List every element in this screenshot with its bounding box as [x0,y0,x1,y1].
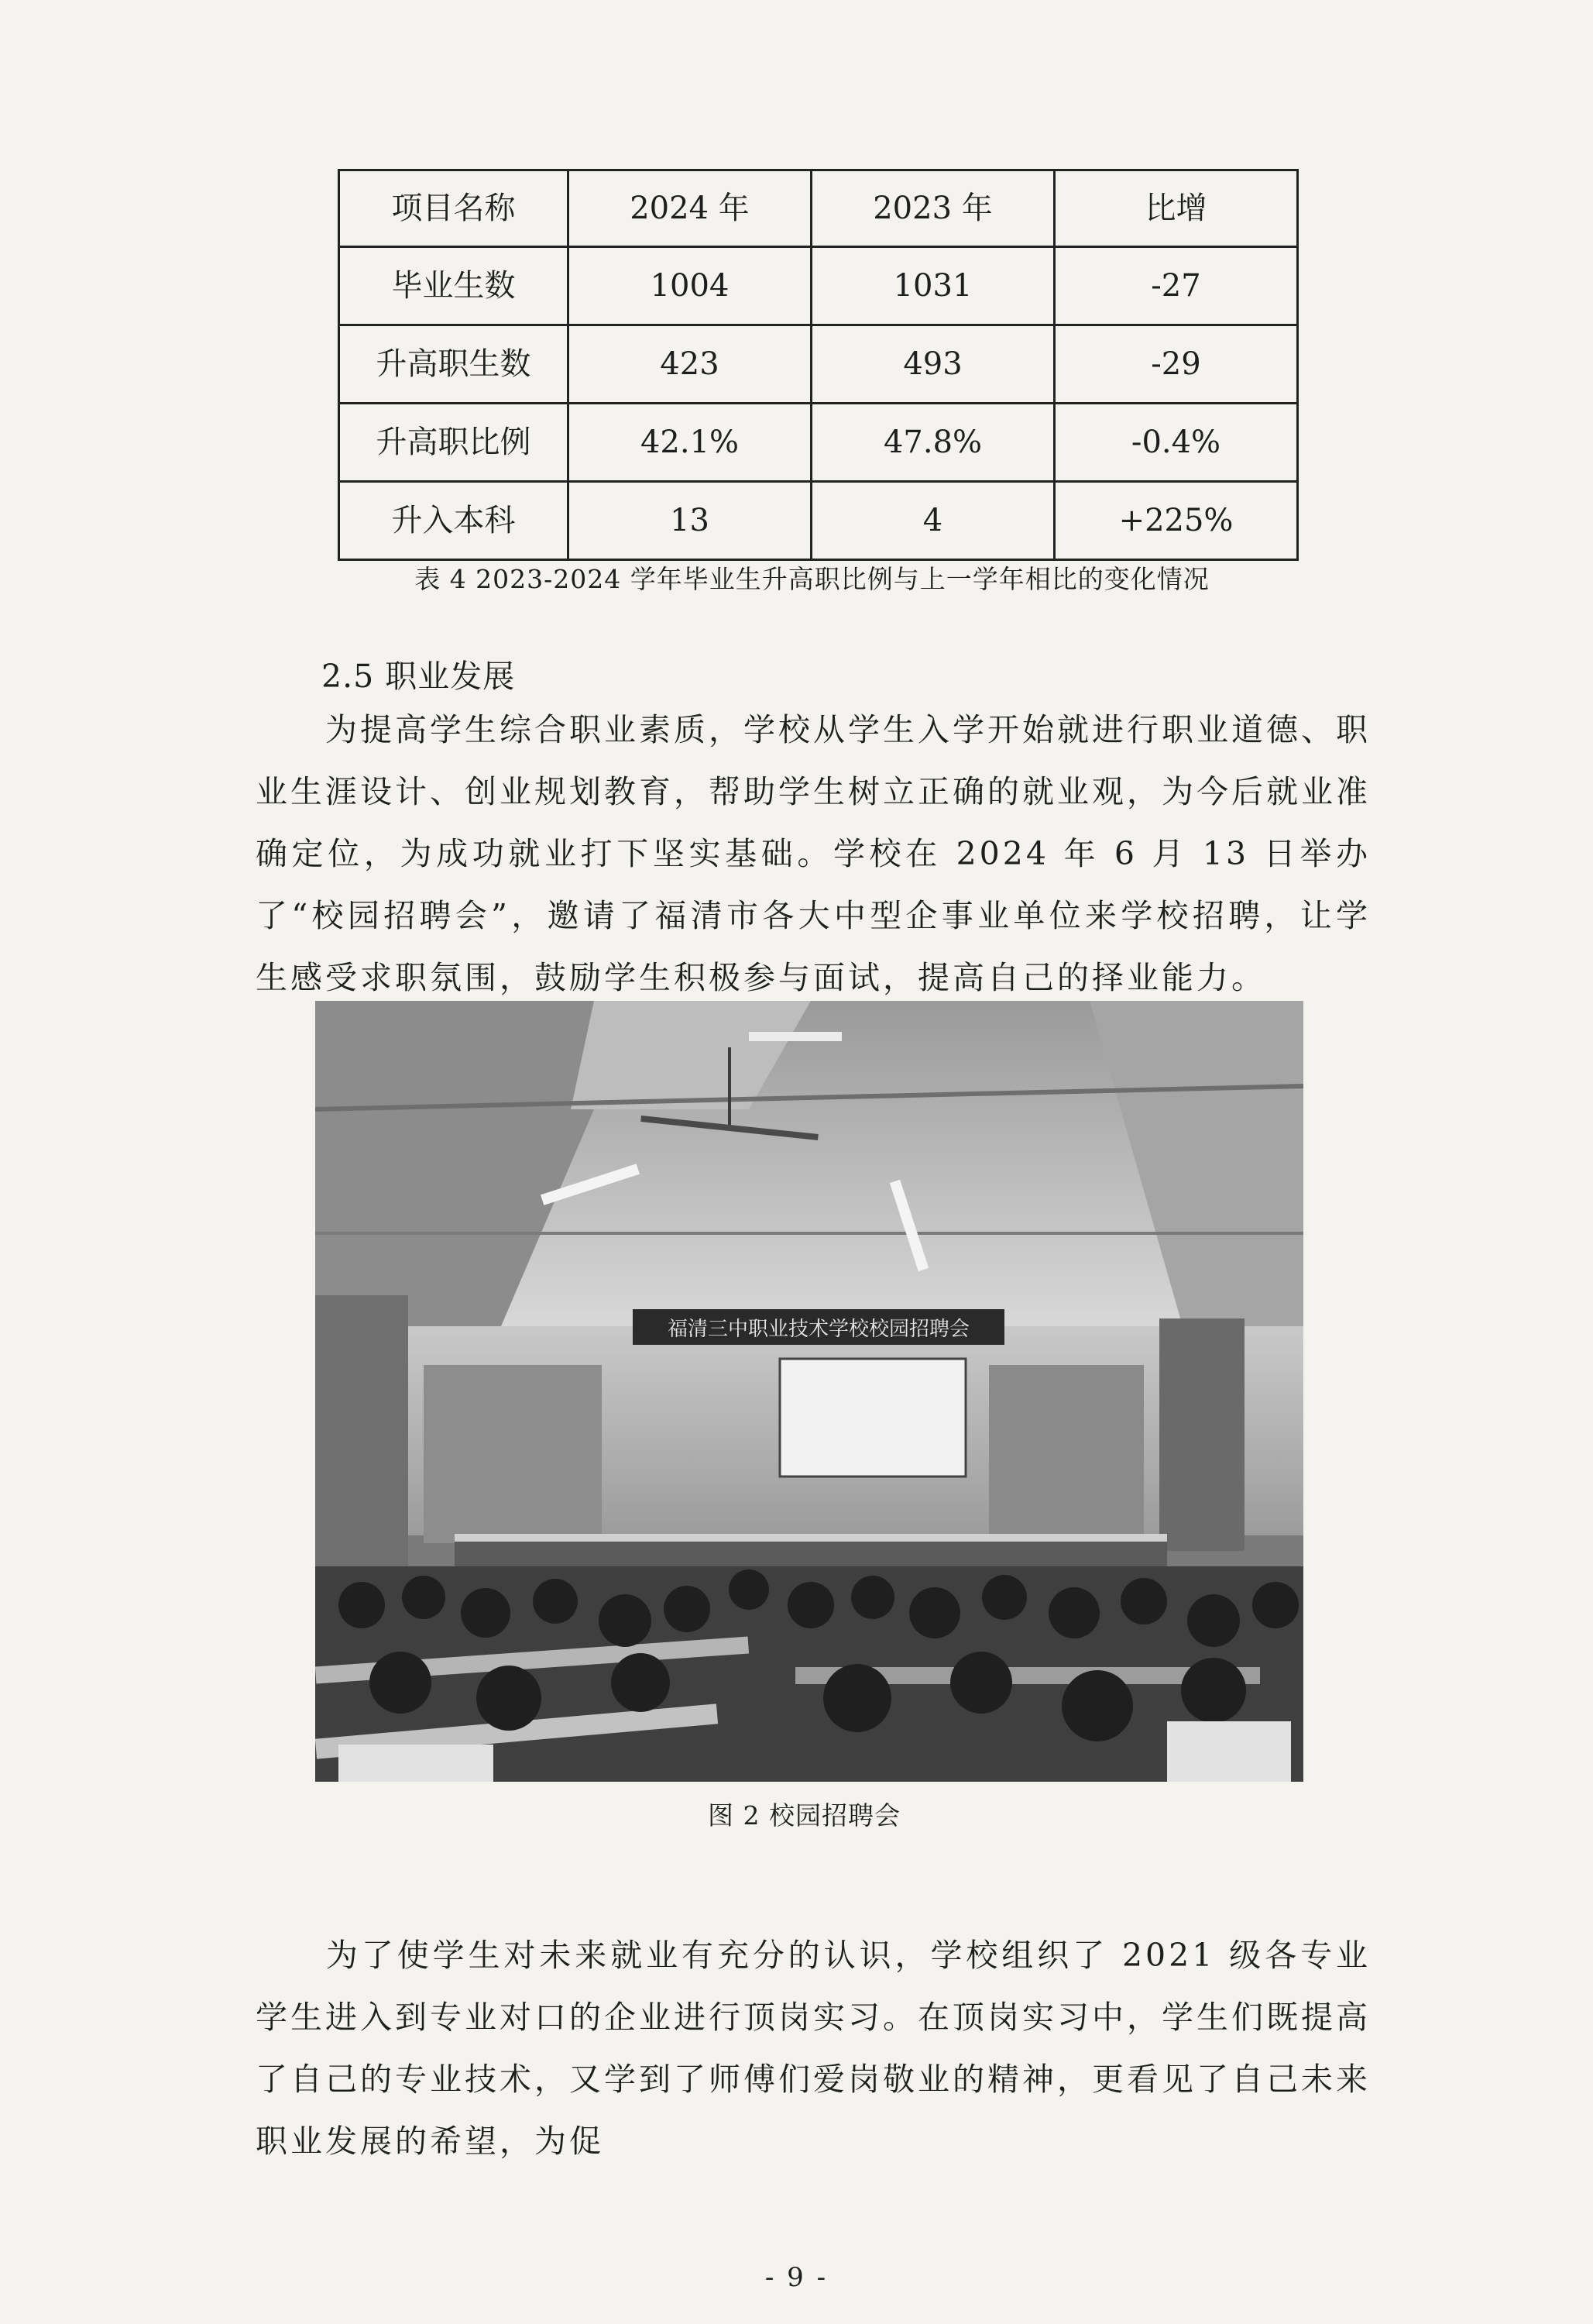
table-cell: 47.8% [812,404,1055,482]
table-cell: 42.1% [568,404,812,482]
table-cell: 升高职生数 [339,325,568,404]
table-cell: 1031 [812,247,1055,325]
table-cell: 4 [812,482,1055,560]
table-row [339,404,1298,482]
graduates-table [338,169,1299,561]
table-cell: 毕业生数 [339,247,568,325]
banner-text: 福清三中职业技术学校校园招聘会 [667,1318,970,1341]
table-header-cell: 比增 [1055,170,1298,247]
table-cell: 13 [568,482,812,560]
table-cell: -0.4% [1055,404,1298,482]
table-cell: 升高职比例 [339,404,568,482]
table-cell: 1004 [568,247,812,325]
body-paragraph [256,1924,1371,2172]
table-cell: 493 [812,325,1055,404]
table-header-cell: 2023 年 [812,170,1055,247]
recruitment-fair-photo [315,1001,1303,1782]
paragraph-text: 为提高学生综合职业素质，学校从学生入学开始就进行职业道德、职业生涯设计、创业规划教育，帮助学生树立正确的就业观，为今后就业准确定位，为成功就业打下坚实基础。学校在 2024 年 6 月 13 日举办了“校园招聘会”，邀请了福清市各大中型企事业单位来学校招聘，让学生感受求职氛围，鼓励学生积极参与面试，提高自己的择业能力。 [256,711,1371,996]
table-cell: 423 [568,325,812,404]
table-row [339,247,1298,325]
table-header-cell: 项目名称 [339,170,568,247]
paragraph-text: 为了使学生对未来就业有充分的认识，学校组织了 2021 级各专业学生进入到专业对口的企业进行顶岗实习。在顶岗实习中，学生们既提高了自己的专业技术，又学到了师傅们爱岗敬业的精神，更看见了自己未来职业发展的希望，为促 [256,1937,1371,2160]
table-header-row [339,170,1298,247]
table-cell: +225% [1055,482,1298,560]
page-number: - 9 - [764,2262,829,2293]
table-cell: -29 [1055,325,1298,404]
table-caption: 表 4 2023-2024 学年毕业生升高职比例与上一学年相比的变化情况 [414,564,1210,594]
table-cell: -27 [1055,247,1298,325]
figure-caption: 图 2 校园招聘会 [708,1800,901,1831]
body-paragraph [256,699,1371,1009]
table-cell: 升入本科 [339,482,568,560]
photo-illustration [315,1001,1303,1782]
table-row [339,325,1298,404]
section-heading: 2.5 职业发展 [321,658,516,695]
table-row [339,482,1298,560]
table-header-cell: 2024 年 [568,170,812,247]
